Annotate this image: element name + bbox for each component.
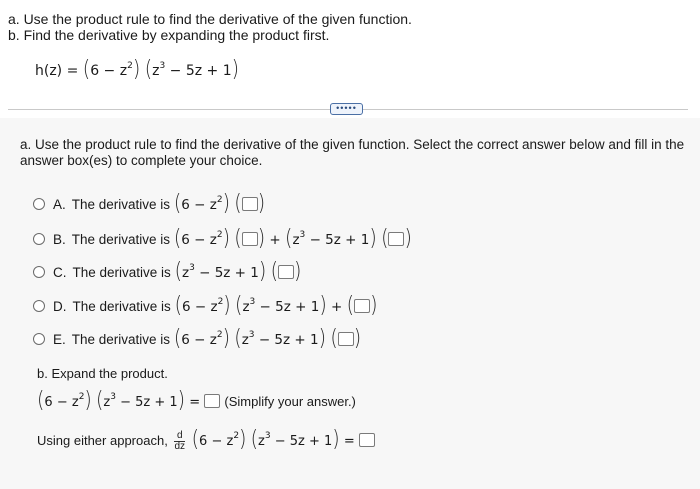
option-d-letter: D. (53, 299, 67, 314)
option-e-letter: E. (53, 332, 66, 347)
option-d-factor1: 6 − z (181, 299, 218, 315)
factor1-exp: 2 (127, 61, 133, 71)
part-b-factor2-exp: 3 (110, 392, 116, 402)
d-dz-numerator: d (174, 431, 185, 442)
option-b-factor1-exp: 2 (216, 230, 223, 240)
option-e-answer-box[interactable] (338, 332, 354, 346)
option-e[interactable]: E. The derivative is $(6 - z^2)$ $(z^3 - 5z + 1)$ ( ) (33, 328, 361, 350)
option-b-plus: + (269, 232, 281, 248)
option-c-text: The derivative is (72, 265, 171, 280)
option-a-letter: A. (53, 197, 66, 212)
option-d-radio[interactable] (33, 300, 45, 312)
factor2-a: z (152, 63, 160, 79)
part-a-instruction (20, 137, 684, 169)
part-b-d-equals: = (343, 434, 355, 449)
part-b-derivative-answer-box[interactable] (359, 433, 375, 447)
option-a-answer-box[interactable] (242, 197, 258, 211)
part-b-d-factor2-exp: 3 (264, 431, 271, 441)
option-b[interactable]: B. The derivative is $(6 - z^2)$ ( ) + $(z^3 - 5z + 1)$ ( ) (33, 228, 412, 250)
option-a-factor1: 6 − z (181, 197, 217, 213)
option-b-radio[interactable] (33, 233, 45, 245)
option-d-factor2-a: z (242, 299, 250, 315)
option-b-factor2-a: z (292, 232, 300, 248)
option-d-factor1-exp: 2 (217, 297, 224, 307)
part-a-instruction-line2: answer box(es) to complete your choice. (20, 153, 263, 168)
option-b-factor2-b: − 5z + 1 (305, 232, 370, 248)
part-b-factor1-exp: 2 (78, 392, 85, 402)
part-b-d-factor1-exp: 2 (233, 431, 240, 441)
option-d-answer-box[interactable] (354, 299, 370, 313)
option-b-text: The derivative is (71, 232, 171, 247)
part-a-instruction-line1: a. Use the product rule to find the derivative of the given function. Select the correct answer below and fill in the (20, 137, 685, 152)
option-d-text: The derivative is (72, 299, 171, 314)
part-b-equals: = (189, 395, 201, 410)
part-b-d-factor1: 6 − z (199, 434, 234, 449)
option-e-factor1-exp: 2 (216, 330, 223, 340)
question-line-b: b. Find the derivative by expanding the product first. (8, 27, 330, 43)
part-b-title: b. Expand the product. (37, 366, 168, 381)
part-b-factor1: 6 − z (44, 395, 79, 410)
more-button[interactable]: ••••• (330, 103, 363, 115)
option-a-radio[interactable] (33, 198, 45, 210)
option-b-factor1: 6 − z (181, 232, 217, 248)
option-c-factor2-a: z (181, 265, 190, 281)
option-c-letter: C. (53, 265, 67, 280)
part-b-factor2-a: z (103, 395, 111, 410)
option-e-factor2-a: z (241, 332, 249, 348)
part-b-simplify-note: (Simplify your answer.) (224, 394, 356, 409)
option-d[interactable]: D. The derivative is $(6 - z^2)$ $(z^3 - 5z + 1)$ + ( ) (33, 295, 378, 317)
option-c-factor2-exp: 3 (189, 263, 195, 273)
option-c-radio[interactable] (33, 266, 45, 278)
part-b-d-factor2-b: − 5z + 1 (270, 434, 333, 449)
option-a[interactable]: A. The derivative is $(6 - z^2)$ ( ) (33, 193, 265, 215)
option-d-factor2-b: − 5z + 1 (255, 299, 320, 315)
factor1: 6 − z (90, 63, 128, 79)
option-c-answer-box[interactable] (278, 265, 294, 279)
d-dz-denominator: dz (174, 441, 185, 453)
option-a-text: The derivative is (71, 197, 171, 212)
option-e-factor1: 6 − z (181, 332, 217, 348)
part-b-expand-answer-box[interactable] (204, 394, 220, 408)
part-b-d-factor2-a: z (258, 434, 265, 449)
option-e-text: The derivative is (71, 332, 171, 347)
option-d-factor2-exp: 3 (249, 297, 256, 307)
part-b-factor2-b: − 5z + 1 (115, 395, 178, 410)
option-b-letter: B. (53, 232, 66, 247)
d-dz-fraction (174, 431, 185, 452)
factor2-exp: 3 (159, 61, 166, 71)
factor2-b: − 5z + 1 (165, 63, 232, 79)
part-b-either-label: Using either approach, (37, 433, 168, 448)
part-b-derivative-row: Using either approach, $\frac{d}{dz}$ $(6 - z^2)$ $(z^3 - 5z + 1)$ = (37, 428, 375, 452)
function-lhs: h(z) = (35, 63, 79, 79)
option-b-answer-box-1[interactable] (242, 232, 258, 246)
option-e-factor2-b: − 5z + 1 (254, 332, 319, 348)
option-c[interactable]: C. The derivative is $(z^3 - 5z + 1)$ ( ) (33, 261, 301, 283)
option-a-factor1-exp: 2 (216, 195, 223, 205)
part-b-expand-row: $(6 - z^2)$ $(z^3 - 5z + 1)$ = (Simplify your answer.) (37, 387, 356, 413)
option-b-factor2-exp: 3 (299, 230, 306, 240)
question-line-a: a. Use the product rule to find the derivative of the given function. (8, 11, 412, 27)
option-c-factor2-b: − 5z + 1 (194, 265, 259, 281)
option-e-radio[interactable] (33, 333, 45, 345)
option-b-answer-box-2[interactable] (388, 232, 404, 246)
option-d-plus: + (331, 299, 343, 315)
option-e-factor2-exp: 3 (248, 330, 255, 340)
function-expression: $h(z) = (6 - z^2)$ $(z^3 - 5z + 1)$ (35, 56, 240, 82)
